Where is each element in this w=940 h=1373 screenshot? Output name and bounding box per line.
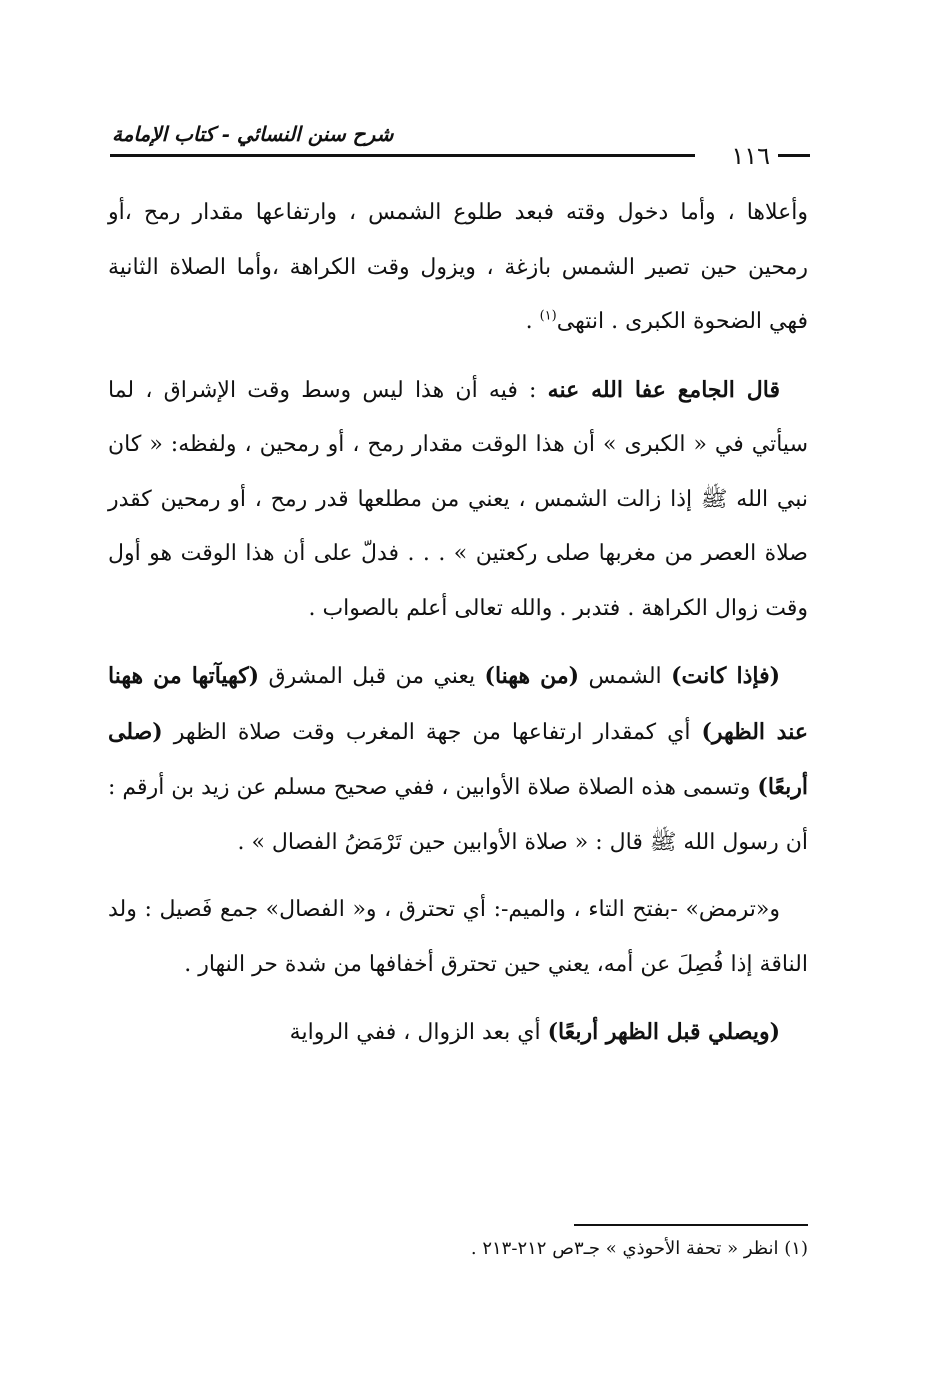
- paragraph: [108, 649, 808, 870]
- bold-phrase: (ويصلي قبل الظهر أربعًا): [547, 1019, 780, 1045]
- footnote: (١) انظر « تحفة الأحوذي » جـ٣ص ٢١٢-٢١٣ .: [470, 1238, 808, 1259]
- text-run: الشمس: [579, 664, 672, 689]
- bold-phrase: (صلى أربعًا): [108, 718, 808, 800]
- header-rule: [110, 154, 695, 157]
- paragraph: [108, 1005, 808, 1061]
- bold-phrase: (من ههنا): [484, 663, 580, 689]
- bold-phrase: (كهيآتها من ههنا عند الظهر): [108, 663, 808, 745]
- text-run: : فيه أن هذا ليس وسط وقت الإشراق ، لما سيأتي في « الكبرى » أن هذا الوقت مقدار رمح ، أو رمحين ، ولفظه: « كان نبي الله ﷺ إذا زالت الشمس ، يعني من مطلعها قدر رمح ، أو رمحين كقدر صلاة العصر من مغربها صلى ركعتين » . . . فدلّ على أن هذا الوقت هو أول وقت زوال الكراهة . فتدبر . والله تعالى أعلم بالصواب .: [108, 377, 808, 621]
- text-run: .: [525, 309, 540, 334]
- bold-phrase: (فإذا كانت): [671, 663, 780, 689]
- text-run: وتسمى هذه الصلاة صلاة الأوابين ، ففي صحيح مسلم عن زيد بن أرقم : أن رسول الله ﷺ قال : « صلاة الأوابين حين تَرْمَضُ الفصال » .: [108, 775, 808, 855]
- text-run: أي كمقدار ارتفاعها من جهة المغرب وقت صلاة الظهر: [162, 719, 702, 745]
- footnote-ref: (١): [539, 308, 557, 324]
- paragraph: [108, 883, 808, 992]
- main-text: [108, 186, 808, 1074]
- paragraph: [108, 363, 808, 637]
- text-run: و«ترمض» -بفتح التاء ، والميم-: أي تحترق ، و« الفصال» جمع فَصيل : ولد الناقة إذا فُصِلَ عن أمه، يعني حين تحترق أخفافها من شدة حر النهار .: [108, 897, 808, 977]
- text-run: يعني من قبل المشرق: [259, 664, 485, 689]
- page-number: ١١٦: [731, 142, 770, 170]
- bold-phrase: قال الجامع عفا الله عنه: [547, 376, 780, 403]
- paragraph: [108, 186, 808, 350]
- running-header-title: شرح سنن النسائي - كتاب الإمامة: [112, 122, 394, 146]
- text-run: أي بعد الزوال ، ففي الرواية: [289, 1020, 548, 1045]
- footnote-rule: [574, 1224, 808, 1226]
- text-run: وأعلاها ، وأما دخول وقته فبعد طلوع الشمس ، وارتفاعها مقدار رمح ،أو رمحين حين تصير الشمس بازغة ، ويزول وقت الكراهة ،وأما الصلاة الثانية فهي الضحوة الكبرى . انتهى: [108, 200, 808, 334]
- page-number-dash: [778, 154, 810, 157]
